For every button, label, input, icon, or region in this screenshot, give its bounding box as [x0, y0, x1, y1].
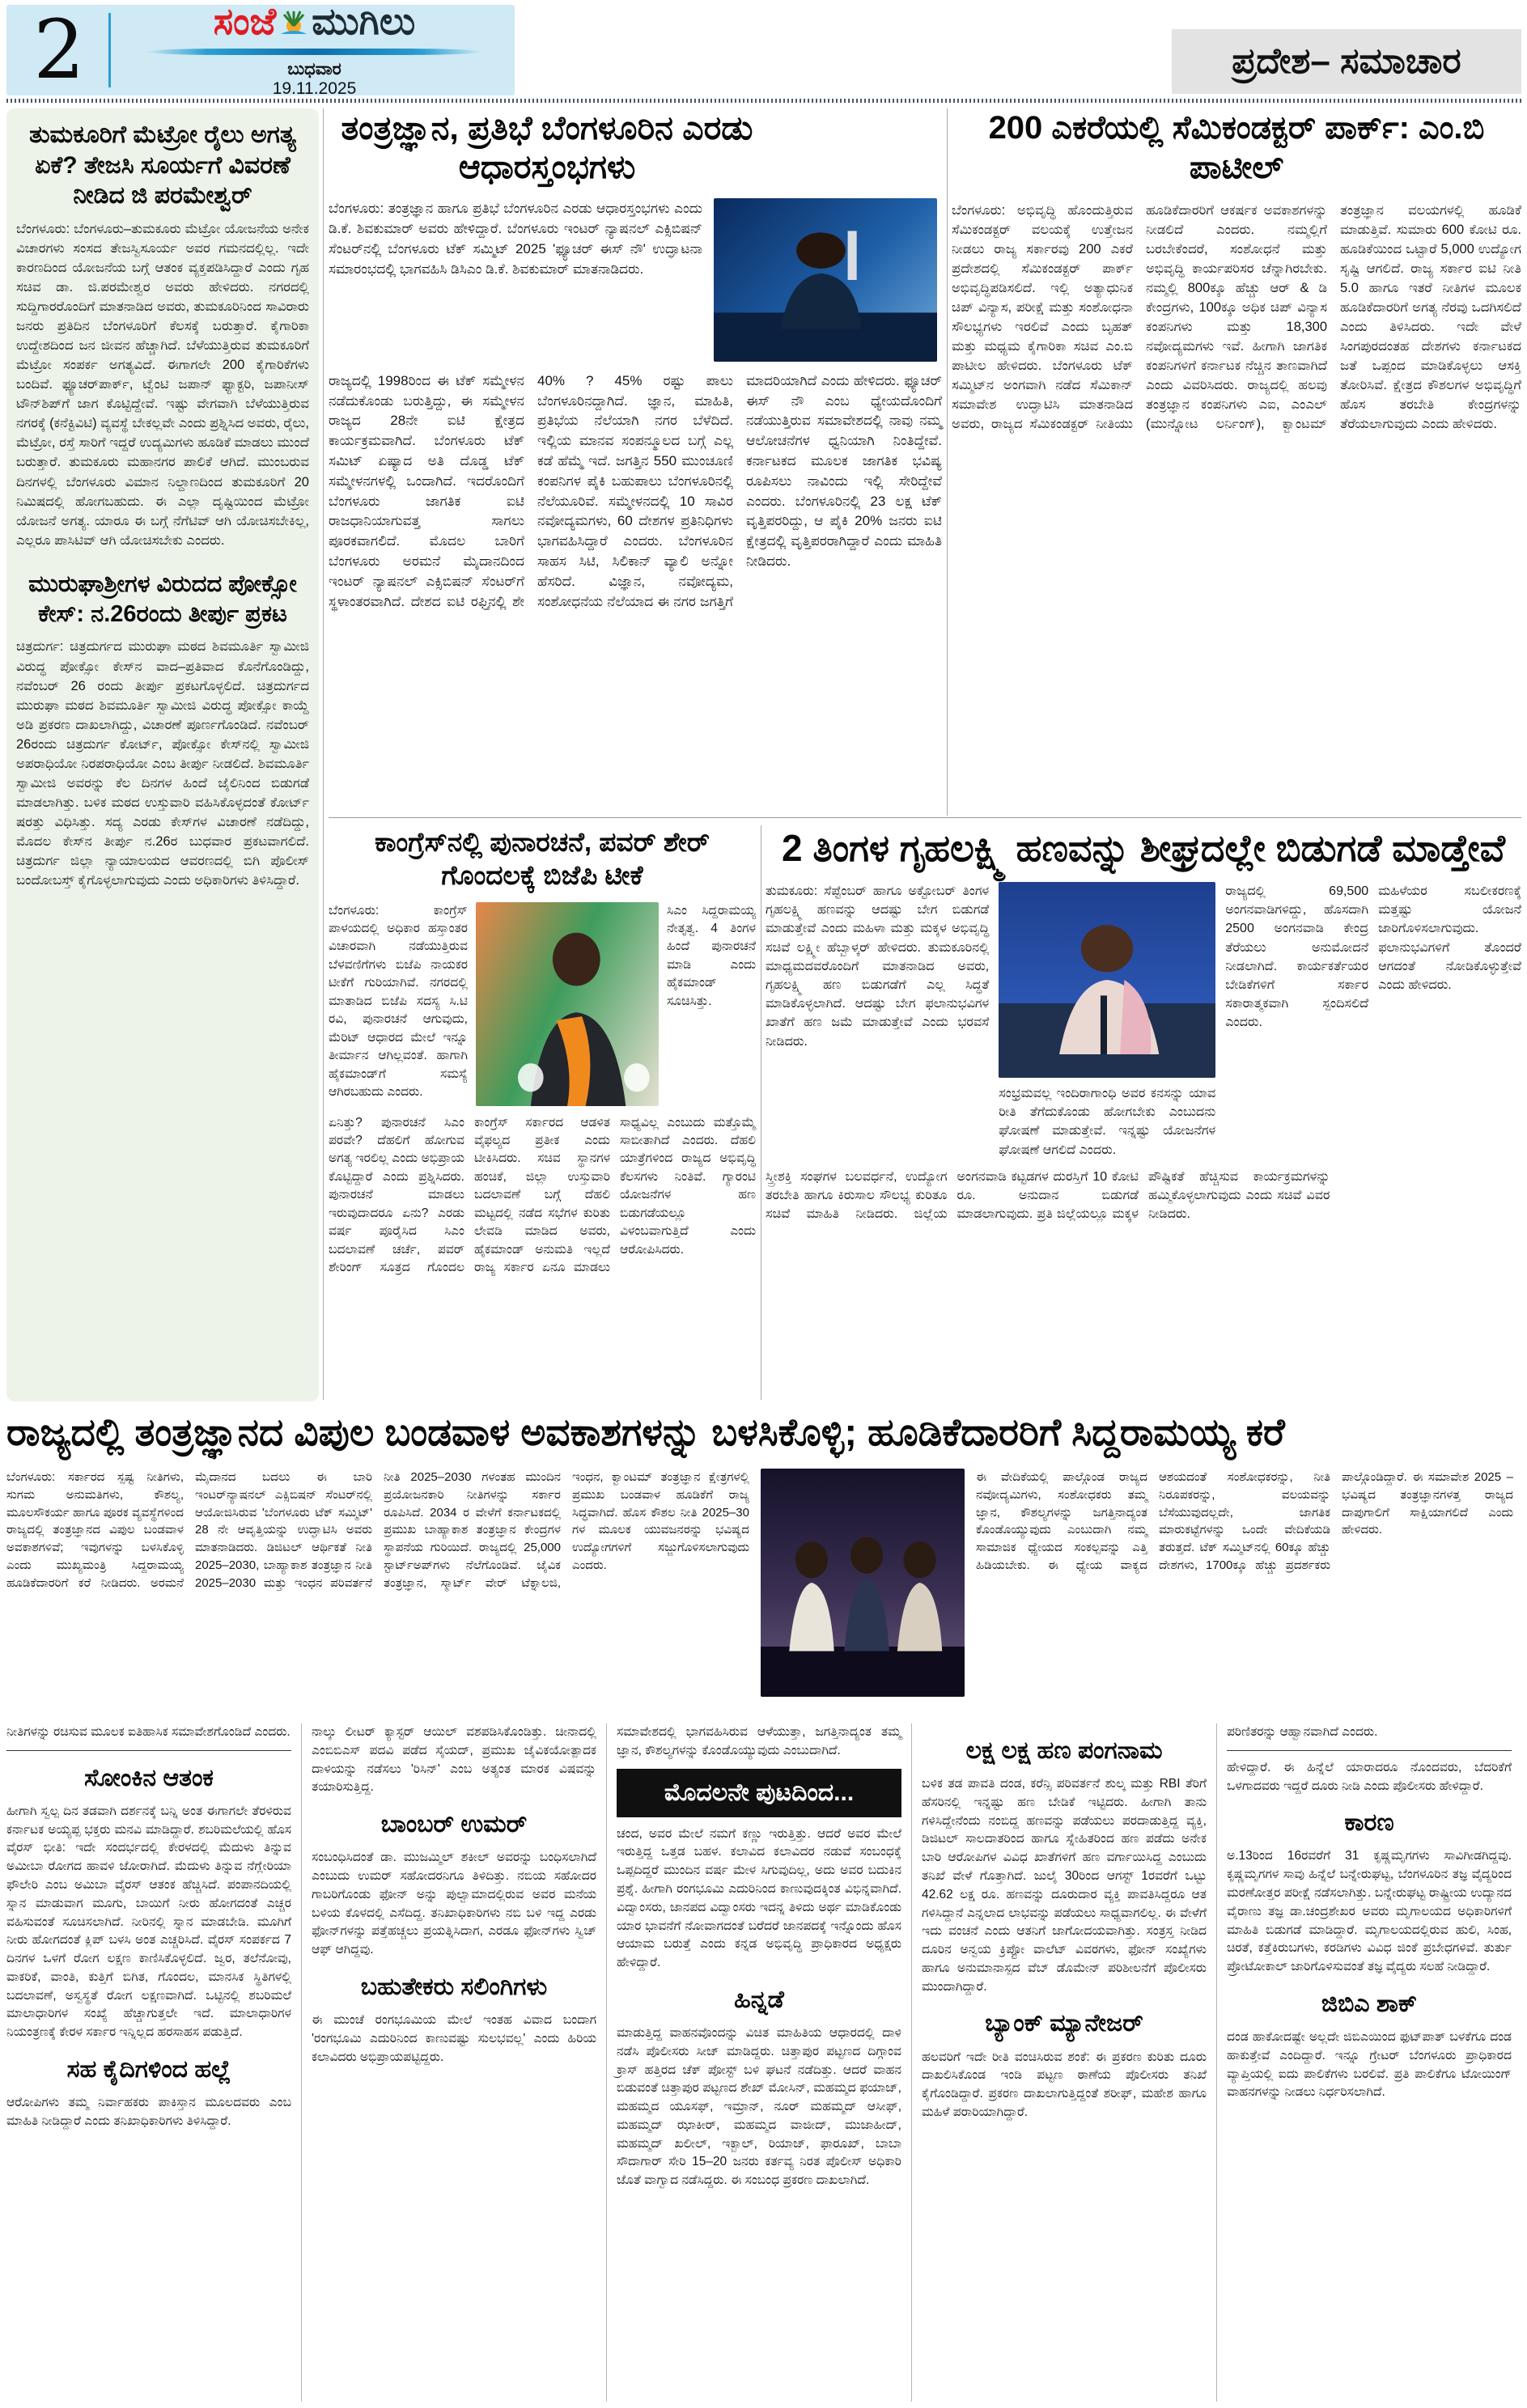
- gba-shock-body: ದಂಡ ಹಾಕೋದಷ್ಟೇ ಅಲ್ಲದೇ ಜಿಬಿಎಯಿಂದ ಫುಟ್‌ಪಾತ್ ಬಳಕೆಗೂ ದಂಡ ಹಾಕುತ್ತೇವೆ ಎಂದಿದ್ದಾರೆ. ಇನ್ನೂ ಗ್ರೇಟರ್ ಬೆಂಗಳೂರು ಪ್ರಾಧಿಕಾರದ ವ್ಯಾಪ್ತಿಯಲ್ಲಿ ಐದು ಪಾಲಿಕೆಗಳು ಬರಲಿವೆ. ಪ್ರತಿ ಪಾಲಿಕೆಗೂ ಟೋಯಿಂಗ್ ವಾಹನಗಳನ್ನು ನೀಡಲು ನಿರ್ಧರಿಸಲಾಗಿದೆ.: [1227, 2030, 1512, 2100]
- infection-scare-headline: ಸೋಂಕಿನ ಆತಂಕ: [84, 1764, 214, 1791]
- briefs-column-1: [6, 1723, 301, 2402]
- speaker-silhouette: [714, 198, 937, 362]
- gba-shock-headline: ಜಿಬಿಎ ಶಾಕ್: [1321, 1990, 1418, 2017]
- briefs-column-3: [606, 1723, 911, 2402]
- bjp-article: [329, 825, 756, 1400]
- politician-silhouette: [476, 902, 659, 1106]
- tech-article-body: [329, 371, 942, 613]
- col1-top-text: ನೀತಿಗಳನ್ನು ರಚಿಸುವ ಮೂಲಕ ಐತಿಹಾಸಿಕ ಸಮಾವೇಶಗೊಂಡಿದೆ ಎಂದರು.: [6, 1725, 291, 1739]
- column-rule-2: [947, 108, 948, 816]
- bottom-briefs-section: [6, 1723, 1521, 2402]
- logo-swoosh: [146, 49, 482, 55]
- bjp-body-text: ಪುನಾರಚನೆ ಮಾಡಲು ಇರುವುದಾದರೂ ಏನು? ಎರಡು ವರ್ಷ ಪೂರೈಸಿದ ಸಿಎಂ ಬದಲಾವಣೆ ಚರ್ಚೆ, ಪವರ್ ಶೇರಿಂಗ್ ಸೂತ್ರದ ಗೊಂದಲ ಕಾಂಗ್ರೆಸ್ ಸರ್ಕಾರದ ಆಡಳಿತ ವೈಫಲ್ಯದ ಪ್ರತೀಕ ಎಂದು ಟೀಕಿಸಿದರು. ಸಚಿವ ಸ್ಥಾನಗಳ ಹಂಚಿಕೆ, ಜಿಲ್ಲಾ ಉಸ್ತುವಾರಿ ಬದಲಾವಣೆ ಬಗ್ಗೆ ದೆಹಲಿ ಮಟ್ಟದಲ್ಲಿ ನಡೆದ ಸಭೆಗಳ ಕುರಿತು ಲೇವಡಿ ಮಾಡಿದ ಅವರು, ಹೈಕಮಾಂಡ್ ಅನುಮತಿ ಇಲ್ಲದೆ ರಾಜ್ಯ ಸರ್ಕಾರ ಏನೂ ಮಾಡಲು ಸಾಧ್ಯವಿಲ್ಲ ಎಂಬುದು ಮತ್ತೊಮ್ಮೆ ಸಾಬೀತಾಗಿದೆ ಎಂದರು. ದೆಹಲಿ ಯಾತ್ರೆಗಳಿಂದ ರಾಜ್ಯದ ಅಭಿವೃದ್ಧಿ ಕೆಲಸಗಳು ನಿಂತಿವೆ. ಗ್ಯಾರಂಟಿ ಯೋಜನೆಗಳ ಹಣ ಬಿಡುಗಡೆಯಲ್ಲೂ ವಿಳಂಬವಾಗುತ್ತಿದೆ ಎಂದು ಆರೋಪಿಸಿದರು.: [329, 1115, 756, 1275]
- col3-top-text: ಸಮಾವೇಶದಲ್ಲಿ ಭಾಗವಹಿಸಿರುವ ಆಳೆಯುತ್ತಾ, ಜಗತ್ತಿನಾದ್ಯಂತ ತಮ್ಮ ಜ್ಞಾನ, ಕೌಶಲ್ಯಗಳನ್ನು ಕೊಂಡೊಯ್ಯುವುದು ಎಂಬುದಾಗಿದೆ.: [617, 1725, 901, 1757]
- setback-body: ಮಾಡುತ್ತಿದ್ದ ವಾಹನವೊಂದನ್ನು ವಿಚಿತ ಮಾಹಿತಿಯ ಆಧಾರದಲ್ಲಿ ದಾಳಿ ನಡೆಸಿ ಪೊಲೀಸರು ಸೀಜ್ ಮಾಡಿದ್ದರು. ಚಿತ್ತಾಪುರ ಪಟ್ಟಣದ ದಿಗ್ಗಾಂವ ಕ್ರಾಸ್ ಹತ್ತಿರದ ಚೆಕ್ ಪೋಸ್ಟ್ ಬಳಿ ಘಟನೆ ನಡೆದಿತ್ತು. ಆದರೆ ವಾಹನ ಬಿಡುವಂತೆ ಚಿತ್ತಾಪುರ ಪಟ್ಟಣದ ಶೇಖ್ ಮೋಸಿನ್, ಮಹಮ್ಮದ ಫಯಾಜ್, ಮಹಮ್ಮದ ಯೂಸಫ್, ಇಮ್ರಾನ್, ನೂರ್ ಮಹಮ್ಮದ್ ಆಸೀಫ್, ಮಹಮ್ಮದ್ ಝಾಕೀರ್, ಮಹಮ್ಮದ ವಾಜೀದ್, ಮುಜಾಹೀದ್, ಮಹಮ್ಮದ್ ಖಲೀಲ್, ಇಕ್ಬಾಲ್, ರಿಯಾಜ್, ಫಾರೂಖ್, ಬಾಬಾ ಸೌದಾಗಾರ್ ಸೇರಿ 15–20 ಜನರು ಕರ್ತವ್ಯ ನಿರತ ಪೊಲೀಸ್ ಅಧಿಕಾರಿ ಜೊತೆ ವಾಗ್ವಾದ ನಡೆಸಿದ್ದರು. ಈ ಸಂಬಂಧ ಪ್ರಕರಣ ದಾಖಲಾಗಿದೆ.: [617, 2026, 901, 2188]
- semiconductor-article: [952, 108, 1521, 816]
- from-first-page-banner: ಮೊದಲನೇ ಪುಟದಿಂದ...: [617, 1769, 901, 1817]
- banner-article: [6, 1410, 1521, 1715]
- bjp-article-body: [329, 1114, 756, 1278]
- photo-lakshmi-hebbalkar: [999, 882, 1215, 1078]
- logo-text-right: ಮುಗಿಲು: [312, 0, 416, 43]
- banner-body-left: ಬೆಂಗಳೂರು: ಸರ್ಕಾರದ ಸ್ಪಷ್ಟ ನೀತಿಗಳು, ಸುಗಮ ಅನುಮತಿಗಳು, ಕೌಶಲ್ಯ, ಮೂಲಸೌಕರ್ಯ ಹಾಗೂ ಪೂರಕ ವ್ಯವಸ್ಥೆಗಳಿಂದ ರಾಜ್ಯದಲ್ಲಿ ತಂತ್ರಜ್ಞಾನದ ವಿಪುಲ ಬಂಡವಾಳ ಅವಕಾಶಗಳಿವೆ; ಇವುಗಳನ್ನು ಬಳಸಿಕೊಳ್ಳಿ ಎಂದು ಮುಖ್ಯಮಂತ್ರಿ ಸಿದ್ದರಾಮಯ್ಯ ಹೂಡಿಕೆದಾರರಿಗೆ ಕರೆ ನೀಡಿದರು. ಅರಮನೆ ಮೈದಾನದ ಬದಲು ಈ ಬಾರಿ ಇಂಟರ್‌ನ್ಯಾಷನಲ್ ಎಕ್ಸಿಬಿಷನ್ ಸೆಂಟರ್‌ನಲ್ಲಿ ಆಯೋಜಿಸಿರುವ 'ಬೆಂಗಳೂರು ಟೆಕ್ ಸಮ್ಮಿಟ್' 28 ನೇ ಆವೃತ್ತಿಯನ್ನು ಉದ್ಘಾಟಿಸಿ ಅವರು ಮಾತನಾಡಿದರು. ಡಿಜಿಟಲ್ ಆರ್ಥಿಕತೆ ನೀತಿ 2025–2030, ಬಾಹ್ಯಾಕಾಶ ತಂತ್ರಜ್ಞಾನ ನೀತಿ 2025–2030 ಮತ್ತು ಇಂಧನ ಪರಿವರ್ತನೆ ನೀತಿ 2025–2030 ಗಳಂತಹ ಮುಂದಿನ ಪ್ರಯೋಜನಕಾರಿ ನೀತಿಗಳನ್ನು ಸರ್ಕಾರ ರೂಪಿಸಿದೆ. 2034 ರ ವೇಳೆಗೆ ಕರ್ನಾಟಕದಲ್ಲಿ ಪ್ರಮುಖ ಬಾಹ್ಯಾಕಾಶ ತಂತ್ರಜ್ಞಾನ ಕೇಂದ್ರಗಳ ಸ್ಥಾಪನೆಯ ಗುರಿಯಿದೆ. ರಾಜ್ಯದಲ್ಲಿ 25,000 ಸ್ಟಾರ್ಟ್‌ಅಪ್‌ಗಳು ನೆಲೆಗೊಂಡಿವೆ. ಜೈವಿಕ ತಂತ್ರಜ್ಞಾನ, ಸ್ಮಾರ್ಟ್ ವೇರ್ ಟೆಕ್ನಾಲಜಿ, ಇಂಧನ, ಕ್ವಾಂಟಮ್ ತಂತ್ರಜ್ಞಾನ ಕ್ಷೇತ್ರಗಳಲ್ಲಿ ಪ್ರಮುಖ ಬಂಡವಾಳ ಹೂಡಿಕೆಗೆ ರಾಜ್ಯ ಸಿದ್ಧವಾಗಿದೆ. ಹೊಸ ಕೌಶಲ ನೀತಿ 2025–30 ಗಳ ಮೂಲಕ ಯುವಜನರನ್ನು ಭವಿಷ್ಯದ ಉದ್ಯೋಗಗಳಿಗೆ ಸಜ್ಜುಗೊಳಿಸಲಾಗುವುದು ಎಂದರು.: [6, 1470, 749, 1590]
- murugha-article-body: ಚಿತ್ರದುರ್ಗ: ಚಿತ್ರದುರ್ಗದ ಮುರುಘಾ ಮಠದ ಶಿವಮೂರ್ತಿ ಸ್ವಾಮೀಜಿ ವಿರುದ್ಧ ಪೋಕ್ಸೋ ಕೇಸ್‌ನ ವಾದ–ಪ್ರತಿವಾದ ಕೊನೆಗೊಂಡಿದ್ದು, ನವೆಂಬರ್ 26 ರಂದು ತೀರ್ಪು ಪ್ರಕಟಗೊಳ್ಳಲಿದೆ. ಚಿತ್ರದುರ್ಗದ ಮುರುಘಾ ಮಠದ ಶಿವಮೂರ್ತಿ ಸ್ವಾಮೀಜಿ ವಿರುದ್ಧ ಪೋಕ್ಸೋ ಕಾಯ್ದೆ ಅಡಿ ಪ್ರಕರಣ ದಾಖಲಾಗಿದ್ದು, ವಿಚಾರಣೆ ಪೂರ್ಣಗೊಂಡಿದೆ. ನವೆಂಬರ್ 26ರಂದು ಚಿತ್ರದುರ್ಗ ಕೋರ್ಟ್, ಪೋಕ್ಸೋ ಕೇಸ್‌ನಲ್ಲಿ ಸ್ವಾಮೀಜಿ ಅಪರಾಧಿಯೋ ನಿರಪರಾಧಿಯೋ ಎಂಬ ತೀರ್ಪು ನೀಡಲಿದೆ. ಶಿವಮೂರ್ತಿ ಸ್ವಾಮೀಜಿ ಅವರನ್ನು ಕೆಲ ದಿನಗಳ ಹಿಂದೆ ಜೈಲಿನಿಂದ ಬಿಡುಗಡೆ ಮಾಡಲಾಗಿತ್ತು. ಬಳಿಕ ಮಠದ ಉಸ್ತುವಾರಿ ವಹಿಸಿಕೊಳ್ಳದಂತೆ ಕೋರ್ಟ್ ಷರತ್ತು ವಿಧಿಸಿತ್ತು. ಸದ್ಯ ಎರಡು ಕೇಸ್‌ಗಳ ವಿಚಾರಣೆ ನಡೆದಿದ್ದು, ಮೊದಲ ಕೇಸ್‌ನ ತೀರ್ಪು ನ.26ರ ಬುಧವಾರ ಪ್ರಕಟವಾಗಲಿದೆ. ಚಿತ್ರದುರ್ಗ ಜಿಲ್ಲಾ ನ್ಯಾಯಾಲಯದ ಆವರಣದಲ್ಲಿ ಬಿಗಿ ಪೊಲೀಸ್ ಬಂದೋಬಸ್ತ್ ಕೈಗೊಳ್ಳಲಾಗುವುದು ಎಂದು ಅಧಿಕಾರಿಗಳು ತಿಳಿಸಿದ್ದಾರೆ.: [16, 639, 309, 888]
- tech-article-headline: ತಂತ್ರಜ್ಞಾನ, ಪ್ರತಿಭೆ ಬೆಂಗಳೂರಿನ ಎರಡು ಆಧಾರಸ್ತಂಭಗಳು: [341, 109, 753, 186]
- semiconductor-body: [952, 201, 1521, 435]
- gruhalakshmi-bottom-body: ಸ್ತ್ರೀಶಕ್ತಿ ಸಂಘಗಳ ಬಲವರ್ಧನೆ, ಉದ್ಯೋಗ ತರಬೇತಿ ಹಾಗೂ ಕಿರುಸಾಲ ಸೌಲಭ್ಯ ಕುರಿತೂ ಸಚಿವೆ ಮಾಹಿತಿ ನೀಡಿದರು. ಜಿಲ್ಲೆಯ ಅಂಗನವಾಡಿ ಕಟ್ಟಡಗಳ ದುರಸ್ತಿಗೆ 10 ಕೋಟಿ ರೂ. ಅನುದಾನ ಬಿಡುಗಡೆ ಮಾಡಲಾಗುವುದು. ಪ್ರತಿ ಜಿಲ್ಲೆಯಲ್ಲೂ ಮಕ್ಕಳ ಪೌಷ್ಟಿಕತೆ ಹೆಚ್ಚಿಸುವ ಕಾರ್ಯಕ್ರಮಗಳನ್ನು ಹಮ್ಮಿಕೊಳ್ಳಲಾಗುವುದು ಎಂದು ಸಚಿವೆ ವಿವರ ನೀಡಿದರು.: [766, 1169, 1330, 1222]
- reason-body: ಅ.13ರಿಂದ 16ರವರೆಗೆ 31 ಕೃಷ್ಣಮೃಗಗಳು ಸಾವಿಗೀಡಗಿದ್ದವು. ಕೃಷ್ಣಮೃಗಗಳ ಸಾವು ಹಿನ್ನೆಲೆ ಬನ್ನೇರುಘಟ್ಟ, ಬೆಂಗಳೂರಿನ ತಜ್ಞ ವೈದ್ಯರಿಂದ ಮರಣೋತ್ತರ ಪರೀಕ್ಷೆ ನಡೆಸಲಾಗಿತ್ತು. ಬನ್ನೇರುಘಟ್ಟ ರಾಷ್ಟ್ರೀಯ ಉದ್ಯಾನದ ವೈರಾಣು ತಜ್ಞ ಡಾ.ಚಂದ್ರಶೇಖರ ಅವರು ಮೃಗಾಲಯದ ಅಧಿಕಾರಿಗಳಿಗೆ ಮಾಹಿತಿ ಬಿಡುಗಡೆ ಮಾಡಿದ್ದಾರೆ. ಮೃಗಾಲಯದಲ್ಲಿರುವ ಹುಲಿ, ಸಿಂಹ, ಚಿರತೆ, ಕತ್ತೆಕಿರುಬಗಳು, ಕರಡಿಗಳು ವಿವಿಧ ಜಿಂಕೆ ಪ್ರಬೇಧಗಳಿವೆ. ತುರ್ತು ಪ್ರೋಟೋಕಾಲ್ ಜಾರಿಗೊಳಿಸುವಂತೆ ತಜ್ಞ ವೈದ್ಯರು ಸಲಹೆ ನೀಡಿದ್ದಾರೆ.: [1227, 1849, 1512, 1974]
- col5-rule: [1227, 1750, 1512, 1751]
- reason-headline: ಕಾರಣ: [1344, 1809, 1394, 1837]
- logo-text-left: ಸಂಜೆ: [213, 0, 277, 43]
- gruhalakshmi-col-b: ರಾಜ್ಯದಲ್ಲಿ 69,500 ಅಂಗನವಾಡಿಗಳಿದ್ದು, ಹೊಸದಾಗಿ 2500 ಅಂಗನವಾಡಿ ಕೇಂದ್ರ ತೆರೆಯಲು ಅನುಮೋದನೆ ನೀಡಲಾಗಿದೆ. ಕಾರ್ಯಕರ್ತೆಯರ ಬೇಡಿಕೆಗಳಿಗೆ ಸರ್ಕಾರ ಸಕಾರಾತ್ಮಕವಾಗಿ ಸ್ಪಂದಿಸಲಿದೆ ಎಂದರು.: [1225, 884, 1369, 1030]
- stage-silhouettes: [761, 1469, 965, 1697]
- header-rule: [6, 99, 1521, 103]
- bjp-article-side: ಸಿಎಂ ಸಿದ್ದರಾಮಯ್ಯ ನೇತೃತ್ವ. 4 ತಿಂಗಳ ಹಿಂದೆ ಪುನಾರಚನೆ ಮಾಡಿ ಎಂದು ಹೈಕಮಾಂಡ್ ಸೂಚಿಸಿತ್ತು.: [667, 903, 756, 1008]
- left-column-panel: [6, 108, 319, 1401]
- banner-body-right: ಈ ವೇದಿಕೆಯಲ್ಲಿ ಪಾಲ್ಗೊಂಡ ರಾಜ್ಯದ ನವೋದ್ಯಮಿಗಳು, ಸಂಶೋಧಕರು ತಮ್ಮ ಜ್ಞಾನ, ಕೌಶಲ್ಯಗಳನ್ನು ಜಗತ್ತಿನಾದ್ಯಂತ ಕೊಂಡೊಯ್ಯುವುದು ಎಂಬುದಾಗಿ ನಮ್ಮ ಸಾಮಾಜಿಕ ಧ್ಯೇಯದ ಸಂಕಲ್ಪವನ್ನು ಎತ್ತಿ ಹಿಡಿಯಬೇಕು. ಈ ಧ್ಯೇಯ ವಾಕ್ಯದ ಆಶಯದಂತೆ ಸಂಶೋಧಕರನ್ನು, ನೀತಿ ನಿರೂಪಕರನ್ನು, ವಲಯವನ್ನು ಬೆಸೆಯುವುದಲ್ಲದೇ, ಜಾಗತಿಕ ಮಾರುಕಟ್ಟೆಗಳನ್ನು ಒಂದೇ ವೇದಿಕೆಯಡಿ ತರುತ್ತದೆ. ಟೆಕ್ ಸಮ್ಮಿಟ್‌ನಲ್ಲಿ 60ಕ್ಕೂ ಹೆಚ್ಚು ದೇಶಗಳು, 1700ಕ್ಕೂ ಹೆಚ್ಚು ಪ್ರದರ್ಶಕರು ಪಾಲ್ಗೊಂಡಿದ್ದಾರೆ. ಈ ಸಮಾವೇಶ 2025 – ಭವಿಷ್ಯದ ತಂತ್ರಜ್ಞಾನಗಳತ್ತ ರಾಜ್ಯದ ದಾಪುಗಾಲಿಗೆ ಸಾಕ್ಷಿಯಾಗಲಿದೆ ಎಂದು ಹೇಳಿದರು.: [976, 1470, 1513, 1572]
- banner-headline: ರಾಜ್ಯದಲ್ಲಿ ತಂತ್ರಜ್ಞಾನದ ವಿಪುಲ ಬಂಡವಾಳ ಅವಕಾಶಗಳನ್ನು ಬಳಸಿಕೊಳ್ಳಿ; ಹೂಡಿಕೆದಾರರಿಗೆ ಸಿದ್ದರಾಮಯ್ಯ ಕರೆ: [6, 1410, 1285, 1453]
- salinga-body: ಈ ಮುಂಚೆ ರಂಗಭೂಮಿಯ ಮೇಲೆ ಇಂತಹ ವಿವಾದ ಬಂದಾಗ 'ರಂಗಭೂಮಿ ಎದುರಿನಿಂದ ಕಾಣುವಷ್ಟು ಸುಲಭವಲ್ಲ' ಎಂದು ಹಿರಿಯ ಕಲಾವಿದರು ಅಭಿಪ್ರಾಯಪಟ್ಟಿದ್ದರು.: [312, 2013, 596, 2064]
- minister-silhouette: [999, 882, 1215, 1078]
- infection-scare-body: ಹೀಗಾಗಿ ಸ್ವಲ್ಪ ದಿನ ತಡವಾಗಿ ದರ್ಶನಕ್ಕೆ ಬನ್ನಿ ಅಂತ ಈಗಾಗಲೇ ತೆರಳಿರುವ ಕರ್ನಾಟಕ ಅಯ್ಯಪ್ಪ ಭಕ್ತರು ಮನವಿ ಮಾಡಿದ್ದಾರೆ. ಶಬರಿಮಲೆಯಲ್ಲಿ ಹೊಸ ವೈರಸ್ ಭೀತಿ: ಇದೇ ಸಂದರ್ಭದಲ್ಲಿ ಕೇರಳದಲ್ಲಿ ಮೆದುಳು ತಿನ್ನುವ ಅಮೀಬಾ ರೋಗದ ಹಾವಳಿ ಜೋರಾಗಿದೆ. ಮೆದುಳು ತಿನ್ನುವ ನೆಗ್ಲೇರಿಯಾ ಫೌಲೇರಿ ಎಂಬ ಅಮಿಬಾ ವೈರಸ್ ಆತಂಕ ಹೆಚ್ಚಿಸಿದೆ. ಪಂಪಾನದಿಯಲ್ಲಿ ಸ್ನಾನ ಮಾಡುವಾಗ ಮೂಗು, ಬಾಯಿಗೆ ನೀರು ಹೋಗದಂತೆ ಎಚ್ಚರ ವಹಿಸುವಂತೆ ಸೂಚಿಸಲಾಗಿದೆ. ನೀರಿನಲ್ಲಿ ಸ್ನಾನ ಮಾಡಬೇಡಿ. ಮೂಗಿಗೆ ನೀರು ಹೋಗದಂತೆ ಕ್ಲಿಪ್ ಬಳಸಿ ಅಂತ ಎಚ್ಚರಿಸಿದೆ. ವೈರಸ್ ಸಂಪರ್ಕದ 7 ದಿನಗಳ ಒಳಗೆ ರೋಗ ಲಕ್ಷಣ ಕಾಣಿಸಿಕೊಳ್ಳಲಿದೆ. ಜ್ವರ, ತಲೆನೋವು, ವಾಕರಿಕೆ, ವಾಂತಿ, ಕುತ್ತಿಗೆ ಬಿಗಿತ, ಗೊಂದಲ, ಮಾನಸಿಕ ಸ್ಥಿತಿಗಳಲ್ಲಿ ಬದಲಾವಣೆ, ಅಸ್ವಸ್ಥತೆ ರೋಗ ಲಕ್ಷಣವಾಗಿದೆ. ಒಟ್ಟಿನಲ್ಲಿ ಶಬರಿಮಲೆ ಮಾಲಾಧಾರಿಗಳ ಸಂಖ್ಯೆ ಹೆಚ್ಚಾಗುತ್ತಲೇ ಇದೆ. ಮಾಲಾಧಾರಿಗಳ ನಿಯಂತ್ರಣಕ್ಕೆ ಕೇರಳ ಸರ್ಕಾರ ಇನ್ನಿಲ್ಲದ ಹರಸಾಹಸ ಪಡುತ್ತಿದೆ.: [6, 1804, 291, 2040]
- bomber-umar-headline: ಬಾಂಬರ್ ಉಮರ್: [380, 1811, 528, 1838]
- tech-body-part2: ಫ್ಯೂಚರ್ ಈಸ್ ನೌ ಎಂಬ ಧ್ಯೇಯದೊಂದಿಗೆ ನಡೆಯುತ್ತಿರುವ ಸಮಾವೇಶದಲ್ಲಿ ನಾವು ನಮ್ಮ ಆಲೋಚನೆಗಳ ಧ್ವನಿಯಾಗಿ ನಿಂತಿದ್ದೇವೆ. ಕರ್ನಾಟಕದ ಮೂಲಕ ಜಾಗತಿಕ ಭವಿಷ್ಯ ರೂಪಿಸಲು ನಾವಿಂದು ಇಲ್ಲಿ ಸೇರಿದ್ದೇವೆ ಎಂದರು. ಬೆಂಗಳೂರಿನಲ್ಲಿ 23 ಲಕ್ಷ ಟೆಕ್ ವೃತ್ತಿಪರರಿದ್ದು, ಆ ಪೈಕಿ 20% ಜನರು ಐಟಿ ಕ್ಷೇತ್ರದಲ್ಲಿ ವೃತ್ತಿಪರರಾಗಿದ್ದಾರೆ ಎಂದು ಮಾಹಿತಿ ನೀಡಿದರು.: [746, 372, 942, 570]
- murugha-article-headline: ಮುರುಘಾಶ್ರೀಗಳ ವಿರುದದ ಪೋಕ್ಸೋ ಕೇಸ್: ನ.26ರಂದು ತೀರ್ಪು ಪ್ರಕಟ: [28, 570, 297, 627]
- metro-article-headline: ತುಮಕೂರಿಗೆ ಮೆಟ್ರೋ ರೈಲು ಅಗತ್ಯ ಏಕೆ? ತೇಜಸಿ ಸೂರ್ಯಗೆ ವಿವರಣೆ ನೀಡಿದ ಜಿ ಪರಮೇಶ್ವರ್: [29, 121, 296, 209]
- col2-top-text: ನಾಲ್ಕು ಲೀಟರ್ ಕ್ಯಾಸ್ಟರ್ ಆಯಿಲ್ ವಶಪಡಿಸಿಕೊಂಡಿತ್ತು. ಚೀನಾದಲ್ಲಿ ಎಂಬಿಬಿಎಸ್ ಪದವಿ ಪಡೆದ ಸೈಯದ್, ಪ್ರಮುಖ ಜೈವಿಕಯೋತ್ಪಾದಕ ದಾಳಿಯನ್ನು ನಡೆಸಲು 'ರಿಸಿನ್' ಎಂಬ ಅತ್ಯಂತ ಮಾರಕ ವಿಷವನ್ನು ತಯಾರಿಸುತ್ತಿದ್ದ.: [312, 1725, 596, 1795]
- lakhs-fraud-body: ಬಳಿಕ ತಡ ಪಾವತಿ ದಂಡ, ಕರೆನ್ಸಿ ಪರಿವರ್ತನೆ ಶುಲ್ಕ ಮತ್ತು RBI ತೆರಿಗೆ ಹೆಸರಿನಲ್ಲಿ ಇನ್ನಷ್ಟು ಹಣ ಬೇಡಿಕೆ ಇಟ್ಟಿದರು. ಹೀಗಾಗಿ ತಾನು ಗಳಿಸಿದ್ದೇನೆಂದು ನಂಬಿದ್ದ ಹಣವನ್ನು ಪಡೆಯಲು ಪರದಾಡುತ್ತಿದ್ದ ವ್ಯಕ್ತಿ, ಡಿಜಿಟಲ್ ಸಾಲದಾತರಿಂದ ಹಾಗೂ ಸ್ನೇಹಿತರಿಂದ ಹಣ ಪಡೆದು ಅನೇಕ ಬಾರಿ ಆರೋಪಿಗಳ ವಿವಿಧ ಖಾತೆಗಳಿಗೆ ಹಣ ವರ್ಗಾಯಿಸಿದ್ದ ಎಂಬುದು ತನಿಖೆ ವೇಳೆ ಗೊತ್ತಾಗಿದೆ. ಜುಲೈ 30ರಿಂದ ಆಗಸ್ಟ್ 1ರವರೆಗೆ ಒಟ್ಟು 42.62 ಲಕ್ಷ ರೂ. ಹಣವನ್ನು ದೂರುದಾರ ವ್ಯಕ್ತಿ ಪಾವತಿಸಿದ್ದರೂ ಆತ ಗಳಿಸಿದ್ದಾನೆ ಎನ್ನಲಾದ ಲಾಭವನ್ನು ಪಡೆಯಲು ಸಾಧ್ಯವಾಗಲಿಲ್ಲ. ಈ ವೇಳೆಗೆ ಇದು ವಂಚನೆ ಎಂದು ಆತನಿಗೆ ಜಾಗೋದಯವಾಗಿತ್ತು. ಸಂತ್ರಸ್ತ ನೀಡಿದ ದೂರಿನ ಅನ್ವಯ ಕ್ರಿಪ್ಟೋ ವಾಲೆಟ್ ವಿವರಗಳು, ಫೋನ್ ಸಂಖ್ಯೆಗಳು ಹಾಗೂ ಅನುಮಾನಾಸ್ಪದ ವೆಬ್ ಡೊಮೇನ್ ಪರಿಶೀಲನೆಗೆ ಪೊಲೀಸರು ಮುಂದಾಗಿದ್ದಾರೆ.: [922, 1777, 1207, 1994]
- palm-sun-icon: [278, 6, 310, 45]
- briefs-column-4: [911, 1723, 1216, 2402]
- salinga-headline: ಬಹುತೇಕರು ಸಲಿಂಗಿಗಳು: [360, 1973, 548, 2000]
- photo-dk-shivakumar-speech: [714, 198, 937, 362]
- setback-headline: ಹಿನ್ನಡೆ: [734, 1986, 784, 2013]
- col5-top-text: ಪರಿಣಿತರನ್ನು ಆಹ್ವಾನವಾಗಿದೆ ಎಂದರು.: [1227, 1725, 1378, 1739]
- gruhalakshmi-photo-note: ಸಂಭ್ರಮವಲ್ಲ ಇಂದಿರಾಗಾಂಧಿ ಅವರ ಕನಸನ್ನು ಯಾವ ರೀತಿ ತೆಗೆದುಕೊಂಡು ಹೋಗಬೇಕು ಎಂಬುದನು ಘೋಷಣೆ ಮಾಡುತ್ತೇವೆ. ಇನ್ನಷ್ಟು ಯೋಜನೆಗಳ ಘೋಷಣೆ ಆಗಲಿದೆ ಎಂದರು.: [999, 1087, 1216, 1157]
- semiconductor-headline: 200 ಎಕರೆಯಲ್ಲಿ ಸೆಮಿಕಂಡಕ್ಟರ್ ಪಾರ್ಕ್: ಎಂ.ಬಿ ಪಾಟೀಲ್: [988, 110, 1485, 185]
- prisoner-attack-body: ಆರೋಪಿಗಳು ತಮ್ಮ ನಿರ್ವಾಹಕರು ಪಾಕಿಸ್ತಾನ ಮೂಲದವರು ಎಂಬ ಮಾಹಿತಿ ನೀಡಿದ್ದಾರೆ ಎಂದು ತನಿಖಾಧಿಕಾರಿಗಳು ತಿಳಿಸಿದ್ದಾರೆ.: [6, 2096, 291, 2128]
- photo-ct-ravi: [476, 902, 659, 1106]
- gruhalakshmi-headline: 2 ತಿಂಗಳ ಗೃಹಲಕ್ಷ್ಮಿ ಹಣವನ್ನು ಶೀಘ್ರದಲ್ಲೇ ಬಿಡುಗಡೆ ಮಾಡ್ತೇವೆ: [782, 827, 1505, 869]
- briefs-column-5: [1216, 1723, 1521, 2402]
- newspaper-logo: [119, 2, 510, 45]
- briefs-column-2: [301, 1723, 606, 2402]
- prisoner-attack-headline: ಸಹ ಕೈದಿಗಳಿಂದ ಹಲ್ಲೆ: [66, 2056, 231, 2084]
- column-rule-1: [323, 108, 324, 1400]
- bjp-photo-caption: ಏನಿತ್ತು? ಪುನಾರಚನೆ ಸಿಎಂ ಪರವೇ? ದೆಹಲಿಗೆ ಹೋಗುವ ಅಗತ್ಯ ಇರಲಿಲ್ಲ ಎಂದು ಅಭಿಪ್ರಾಯ ಕೊಟ್ಟಿದ್ದಾರೆ ಎಂದು ಪ್ರಶ್ನಿಸಿದರು.: [329, 1115, 464, 1184]
- tech-body-part1: ರಾಜ್ಯದಲ್ಲಿ 1998ರಿಂದ ಈ ಟೆಕ್ ಸಮ್ಮೇಳನ ನಡೆದುಕೊಂಡು ಬರುತ್ತಿದ್ದು, ಈ ಸಮ್ಮೇಳನ ರಾಜ್ಯದ 28ನೇ ಐಟಿ ಕ್ಷೇತ್ರದ ಕಾರ್ಯಕ್ರಮವಾಗಿದೆ. ಬೆಂಗಳೂರು ಟೆಕ್ ಸಮಿಟ್ ಏಷ್ಯಾದ ಅತಿ ದೊಡ್ಡ ಟೆಕ್ ಸಮ್ಮೇಳನಗಳಲ್ಲಿ ಒಂದಾಗಿದೆ. ಇದರೊಂದಿಗೆ ಬೆಂಗಳೂರು ಜಾಗತಿಕ ಐಟಿ ರಾಜಧಾನಿಯಾಗುವತ್ತ ಸಾಗಲು ಪೂರಕವಾಗಲಿದೆ. ಮೊದಲ ಬಾರಿಗೆ ಬೆಂಗಳೂರು ಅರಮನೆ ಮೈದಾನದಿಂದ ಇಂಟರ್ ನ್ಯಾಷನಲ್ ಎಕ್ಸಿಬಿಷನ್ ಸೆಂಟರ್‌ಗೆ ಸ್ಥಳಾಂತರವಾಗಿದೆ. ದೇಶದ ಐಟಿ ರಫ್ತಿನಲ್ಲಿ ಶೇ 40% ? 45% ರಷ್ಟು ಪಾಲು ಬೆಂಗಳೂರಿನದ್ದಾಗಿದೆ. ಜ್ಞಾನ, ಮಾಹಿತಿ, ಪ್ರತಿಭೆಯ ನೆಲೆಯಾಗಿ ನಗರ ಬೆಳೆದಿದೆ. ಇಲ್ಲಿಯ ಮಾನವ ಸಂಪನ್ಮೂಲದ ಬಗ್ಗೆ ಎಲ್ಲ ಕಡೆ ಹೆಮ್ಮೆ ಇದೆ. ಜಗತ್ತಿನ 550 ಮುಂಚೂಣಿ ಕಂಪನಿಗಳ ಪೈಕಿ ಬಹುಪಾಲು ಬೆಂಗಳೂರಿನಲ್ಲಿ ನೆಲೆಯೂರಿವೆ. ಸಮ್ಮೇಳನದಲ್ಲಿ 10 ಸಾವಿರ ನವೋದ್ಯಮಗಳು, 60 ದೇಶಗಳ ಪ್ರತಿನಿಧಿಗಳು ಭಾಗವಹಿಸಿದ್ದಾರೆ ಎಂದರು. ಬೆಂಗಳೂರಿನ ಸಾಹಸ ಸಿಟಿ, ಸಿಲಿಕಾನ್ ವ್ಯಾಲಿ ಅನ್ನೋ ಹೆಸರಿದೆ. ವಿಜ್ಞಾನ, ನವೋದ್ಯಮ, ಸಂಶೋಧನೆಯ ನೆಲೆಯಾದ ಈ ನಗರ ಜಗತ್ತಿಗೆ ಮಾದರಿಯಾಗಿದೆ ಎಂದು ಹೇಳಿದರು.: [329, 372, 900, 609]
- page-number: 2: [33, 2, 85, 97]
- gruhalakshmi-article: [766, 825, 1521, 1400]
- photo-siddaramaiah-stage: [761, 1469, 965, 1697]
- from-first-page-body: ಚಂದ, ಅವರ ಮೇಲೆ ನಮಗೆ ಕಣ್ಣು ಇರುತ್ತಿತ್ತು. ಆದರೆ ಅವರ ಮೇಲೆ ಇರುತ್ತಿದ್ದ ಒತ್ತಡ ಬಹಳ. ಕಲಾವಿದ ಕಲಾವಿದರ ನಡುವೆ ಸಂಬಂಧಕ್ಕೆ ಒಪ್ಪದಿದ್ದರೆ ಮುಂದಿನ ವರ್ಷ ಮೇಳ ಸಿಗುವುದಿಲ್ಲ, ಅದು ಅವರ ಬದುಕಿನ ಪ್ರಶ್ನೆ. ಹೀಗಾಗಿ ರಂಗಭೂಮಿ ಎದುರಿನಿಂದ ಕಾಣುವುದಕ್ಕಿಂತ ವಿಭಿನ್ನವಾಗಿದೆ. ವಿದ್ವಾಂಸರು, ಜಾನಪದ ವಿದ್ವಾಂಸರು ಇದನ್ನ ತಿಳಿದು ಅರ್ಥ ಮಾಡಿಕೊಂಡು ಯಾರ ಭಾವನೆಗೆ ನೋವಾಗದಂತೆ ಬರೆದರೆ ಜಾನಪದಕ್ಕೆ ಇನ್ನೊಂದು ಹೊಸ ಆಯಾಮ ಬರುತ್ತೆ ಎಂದು ಕನ್ನಡ ಅಭಿವೃದ್ಧಿ ಪ್ರಾಧಿಕಾರದ ಅಧ್ಯಕ್ಷರು ಹೇಳಿದ್ದಾರೆ.: [617, 1826, 901, 1970]
- bjp-article-headline: ಕಾಂಗ್ರೆಸ್‌ನಲ್ಲಿ ಪುನಾರಚನೆ, ಪವರ್ ಶೇರ್ ಗೊಂದಲಕ್ಕೆ ಬಿಜೆಪಿ ಟೀಕೆ: [375, 827, 710, 891]
- metro-article-body: ಬೆಂಗಳೂರು: ಬೆಂಗಳೂರು–ತುಮಕೂರು ಮೆಟ್ರೋ ಯೋಜನೆಯ ಅನೇಕ ವಿಚಾರಗಳು ಸಂಸದ ತೇಜಸ್ವಿಸೂರ್ಯ ಅವರ ಗಮನದಲ್ಲಿಲ್ಲ. ಇದೇ ಕಾರಣದಿಂದ ಯೋಜನೆಯ ಬಗ್ಗೆ ಆತಂಕ ವ್ಯಕ್ತಪಡಿಸಿದ್ದಾರೆ ಎಂದು ಗೃಹ ಸಚಿವ ಡಾ. ಜಿ.ಪರಮೇಶ್ವರ ಅವರು ಹೇಳಿದರು. ನಗರದಲ್ಲಿ ಸುದ್ದಿಗಾರರೊಂದಿಗೆ ಮಾತನಾಡಿದ ಅವರು, ತುಮಕೂರಿನಿಂದ ಸಾವಿರಾರು ಜನರು ಪ್ರತಿದಿನ ಬೆಂಗಳೂರಿಗೆ ಕೆಲಸಕ್ಕೆ ಬರುತ್ತಾರೆ. ಕೈಗಾರಿಕಾ ಉದ್ದೇಶದಿಂದ ಜನ ಜೀವನ ಹೆಚ್ಚಾಗಿದೆ. ಬೆಳೆಯುತ್ತಿರುವ ತುಮಕೂರಿಗೆ ಮೆಟ್ರೋ ಸಂಪರ್ಕ ಅಗತ್ಯವಿದೆ. ಈಗಾಗಲೇ 200 ಕೈಗಾರಿಕೆಗಳು ಬಂದಿವೆ. ಫ್ಯೂಚರ್‌ಪಾರ್ಕ್, ಟ್ವೆಂಟಿ ಜಪಾನ್ ಫ್ಯಾಕ್ಟರಿ, ಜಪಾನೀಸ್ ಟೌನ್‌ಶಿಪ್‌ಗೆ ಜಾಗ ಕೊಟ್ಟಿದ್ದೇವೆ. ಇಷ್ಟು ವೇಗವಾಗಿ ಬೆಳೆಯುತ್ತಿರುವ ನಗರಕ್ಕೆ (ಕನೆಕ್ಟಿವಿಟಿ) ವ್ಯವಸ್ಥೆ ಬೇಕಲ್ಲವೇ ಎಂದು ಪ್ರಶ್ನಿಸಿದ ಅವರು, ರೈಲು, ಮೆಟ್ರೋ, ರಸ್ತೆ ಸಾರಿಗೆ ಇದ್ದರೆ ಉದ್ಯಮಿಗಳು ಹೂಡಿಕೆ ಮಾಡಲು ಮುಂದೆ ಬರುತ್ತಾರೆ. ತುಮಕೂರು ಮಹಾನಗರ ಪಾಲಿಕೆ ಆಗಿದೆ. ಮುಂಬರುವ ದಿನಗಳಲ್ಲಿ ಬೆಂಗಳೂರು ವಿಮಾನ ನಿಲ್ದಾಣದಿಂದ ತುಮಕೂರಿಗೆ 20 ನಿಮಿಷದಲ್ಲಿ ಹೋಗಬಹುದು. ಈ ಎಲ್ಲಾ ದೃಷ್ಟಿಯಿಂದ ಮೆಟ್ರೋ ಯೋಜನೆ ಅಗತ್ಯ. ಯಾರೂ ಈ ಬಗ್ಗೆ ನೆಗೆಟಿವ್ ಆಗಿ ಯೋಚಿಸಬೇಕಿಲ್ಲ, ಎಲ್ಲರೂ ಪಾಸಿಟಿವ್ ಆಗಿ ಯೋಚಿಸಬೇಕು ಎಂದರು.: [16, 221, 309, 548]
- semiconductor-body-part2: ರಾಜ್ಯದಲ್ಲಿ ಹಲವು ತಂತ್ರಜ್ಞಾನ ಕಂಪನಿಗಳು ಎಐ, ಎಂಎಲ್ (ಮುನ್ನೋಟ ಲರ್ನಿಂಗ್), ಕ್ವಾಂಟಮ್ ತಂತ್ರಜ್ಞಾನ ವಲಯಗಳಲ್ಲಿ ಹೂಡಿಕೆ ಮಾಡುತ್ತಿವೆ. ಸುಮಾರು 600 ಕೋಟಿ ರೂ. ಹೂಡಿಕೆಯಿಂದ ಒಟ್ಟಾರೆ 5,000 ಉದ್ಯೋಗ ಸೃಷ್ಟಿ ಆಗಲಿದೆ. ರಾಜ್ಯ ಸರ್ಕಾರ ಐಟಿ ನೀತಿ 5.0 ಹಾಗೂ ಇತರೆ ನೀತಿಗಳ ಮೂಲಕ ಹೂಡಿಕೆದಾರರಿಗೆ ಅಗತ್ಯ ನೆರವು ಒದಗಿಸಲಿದೆ ಎಂದು ತಿಳಿಸಿದರು. ಇದೇ ವೇಳೆ ಸಿಂಗಪುರದಂತಹ ದೇಶಗಳು ಕರ್ನಾಟಕದ ಜತೆ ಒಪ್ಪಂದ ಮಾಡಿಕೊಳ್ಳಲು ಆಸಕ್ತಿ ತೋರಿಸಿವೆ. ಕ್ಷೇತ್ರದ ಕೌಶಲಗಳ ಅಭಿವೃದ್ಧಿಗೆ ಹೊಸ ತರಬೇತಿ ಕೇಂದ್ರಗಳನ್ನು ತೆರೆಯಲಾಗುವುದು ಎಂದು ಹೇಳಿದರು.: [1146, 202, 1521, 432]
- bjp-article-intro: ಬೆಂಗಳೂರು: ಕಾಂಗ್ರೆಸ್ ಪಾಳಯದಲ್ಲಿ ಅಧಿಕಾರ ಹಸ್ತಾಂತರ ವಿಚಾರವಾಗಿ ನಡೆಯುತ್ತಿರುವ ಬೆಳವಣಿಗೆಗಳು ಬಿಜೆಪಿ ನಾಯಕರ ಟೀಕೆಗೆ ಗುರಿಯಾಗಿವೆ. ನಗರದಲ್ಲಿ ಮಾತಾಡಿದ ಬಿಜೆಪಿ ಸದಸ್ಯ ಸಿ.ಟಿ ರವಿ, ಪುನಾರಚನೆ ಆಗುವುದು, ಮೆರಿಟ್ ಆಧಾರದ ಮೇಲೆ ಇನ್ನೂ ತೀರ್ಮಾನ ಆಗಿಲ್ಲವಂತೆ. ಹಾಗಾಗಿ ಹೈಕಮಾಂಡ್‌ಗೆ ಸಮಸ್ಯೆ ಆಗಿರಬಹುದು ಎಂದರು.: [329, 903, 468, 1100]
- masthead-divider: [108, 13, 111, 87]
- section-label: ಪ್ರದೇಶ– ಸಮಾಚಾರ: [1172, 29, 1521, 94]
- tech-article-lead: ಬೆಂಗಳೂರು: ತಂತ್ರಜ್ಞಾನ ಹಾಗೂ ಪ್ರತಿಭೆ ಬೆಂಗಳೂರಿನ ಎರಡು ಆಧಾರಸ್ತಂಭಗಳು ಎಂದು ಡಿ.ಕೆ. ಶಿವಕುಮಾರ್ ಅವರು ಹೇಳಿದ್ದಾರೆ. ಬೆಂಗಳೂರು ಇಂಟರ್ ನ್ಯಾಷನಲ್ ಎಕ್ಸಿಬಿಷನ್ ಸೆಂಟರ್‌ನಲ್ಲಿ ಬೆಂಗಳೂರು ಟೆಕ್ ಸಮ್ಮಿಟ್ 2025 'ಫ್ಯೂಚರ್ ಈಸ್ ನೌ' ಉದ್ಘಾಟನಾ ಸಮಾರಂಭದಲ್ಲಿ ಭಾಗವಹಿಸಿ ಡಿಸಿಎಂ ಡಿ.ಕೆ. ಶಿವಕುಮಾರ್ ಮಾತನಾಡಿದರು.: [329, 200, 702, 278]
- semiconductor-body-part1: ಬೆಂಗಳೂರು: ಅಭಿವೃದ್ಧಿ ಹೊಂದುತ್ತಿರುವ ಸೆಮಿಕಂಡಕ್ಟರ್ ವಲಯಕ್ಕೆ ಉತ್ತೇಜನ ನೀಡಲು ರಾಜ್ಯ ಸರ್ಕಾರವು 200 ಎಕರೆ ಪ್ರದೇಶದಲ್ಲಿ ಸೆಮಿಕಂಡಕ್ಟರ್ ಪಾರ್ಕ್ ಅಭಿವೃದ್ಧಿಪಡಿಸಲಿದೆ. ಇಲ್ಲಿ ಅತ್ಯಾಧುನಿಕ ಚಿಪ್ ವಿನ್ಯಾಸ, ಪರೀಕ್ಷೆ ಮತ್ತು ಸಂಶೋಧನಾ ಸೌಲಭ್ಯಗಳು ಇರಲಿವೆ ಎಂದು ಬೃಹತ್ ಮತ್ತು ಮಧ್ಯಮ ಕೈಗಾರಿಕಾ ಸಚಿವ ಎಂ.ಬಿ ಪಾಟೀಲ ಹೇಳಿದರು. ಬೆಂಗಳೂರು ಟೆಕ್ ಸಮ್ಮಿಟ್‌ನ ಅಂಗವಾಗಿ ನಡೆದ ಸೆಮಿಕಾನ್ ಸಮಾವೇಶ ಉದ್ಘಾಟಿಸಿ ಮಾತನಾಡಿದ ಅವರು, ರಾಜ್ಯದ ಸೆಮಿಕಂಡಕ್ಟರ್ ನೀತಿಯು ಹೂಡಿಕೆದಾರರಿಗೆ ಆಕರ್ಷಕ ಅವಕಾಶಗಳನ್ನು ನೀಡಲಿದೆ ಎಂದರು. ನಮ್ಮಲ್ಲಿಗೆ ಬರಬೇಕೆಂದರೆ, ಸಂಶೋಧನೆ ಮತ್ತು ಅಭಿವೃದ್ಧಿ ಕಾರ್ಯಪರಿಸರ ಚೆನ್ನಾಗಿರಬೇಕು. ನಮ್ಮಲ್ಲಿ 800ಕ್ಕೂ ಹೆಚ್ಚು ಆರ್ & ಡಿ ಕೇಂದ್ರಗಳು, 100ಕ್ಕೂ ಅಧಿಕ ಚಿಪ್ ವಿನ್ಯಾಸ ಕಂಪನಿಗಳು ಮತ್ತು 18,300 ನವೋದ್ಯಮಗಳು ಇವೆ. ಹೀಗಾಗಿ ಜಾಗತಿಕ ಕಂಪನಿಗಳಿಗೆ ಕರ್ನಾಟಕ ನೆಚ್ಚಿನ ತಾಣವಾಗಿದೆ ಎಂದು ವಿವರಿಸಿದರು.: [952, 202, 1327, 432]
- middle-horizontal-rule: [329, 817, 1521, 818]
- col1-rule: [6, 1750, 291, 1751]
- gruhalakshmi-col-c: ಮಹಿಳೆಯರ ಸಬಲೀಕರಣಕ್ಕೆ ಮತ್ತಷ್ಟು ಯೋಜನೆ ಜಾರಿಗೊಳಿಸಲಾಗುವುದು. ಫಲಾನುಭವಿಗಳಿಗೆ ತೊಂದರೆ ಆಗದಂತೆ ನೋಡಿಕೊಳ್ಳುತ್ತೇವೆ ಎಂದು ಹೇಳಿದರು.: [1378, 884, 1521, 993]
- tech-article: [329, 108, 942, 816]
- masthead-day: ಬುಧವಾರ: [287, 59, 341, 78]
- bank-manager-body: ಹಲವರಿಗೆ ಇದೇ ರೀತಿ ವಂಚಿಸಿರುವ ಶಂಕೆ: ಈ ಪ್ರಕರಣ ಕುರಿತು ದೂರು ದಾಖಲಿಸಿಕೊಂಡ ಇಂಡಿ ಪಟ್ಟಣ ಠಾಣೆಯ ಪೊಲೀಸರು ತನಿಖೆ ಕೈಗೊಂಡಿದ್ದಾರೆ. ಪ್ರಕರಣ ದಾಖಲಾಗುತ್ತಿದ್ದಂತೆ ಶರೀಫ್, ಮಹೇಶ ಹಾಗೂ ಮಹಿಳೆ ಪರಾರಿಯಾಗಿದ್ದಾರೆ.: [922, 2050, 1207, 2119]
- gruhalakshmi-col-a: ತುಮಕೂರು: ಸೆಪ್ಟೆಂಬರ್ ಹಾಗೂ ಅಕ್ಟೋಬರ್ ತಿಂಗಳ ಗೃಹಲಕ್ಷ್ಮಿ ಹಣವನ್ನು ಆದಷ್ಟು ಬೇಗ ಬಿಡುಗಡೆ ಮಾಡುತ್ತೇವೆ ಎಂದು ಮಹಿಳಾ ಮತ್ತು ಮಕ್ಕಳ ಅಭಿವೃದ್ಧಿ ಸಚಿವೆ ಲಕ್ಷ್ಮೀ ಹೆಬ್ಬಾಳ್ಕರ್ ಹೇಳಿದರು. ತುಮಕೂರಿನಲ್ಲಿ ಮಾಧ್ಯಮದವರೊಂದಿಗೆ ಮಾತನಾಡಿದ ಅವರು, ಗೃಹಲಕ್ಷ್ಮಿ ಹಣ ಬಿಡುಗಡೆಗೆ ಎಲ್ಲ ಸಿದ್ಧತೆ ಮಾಡಿಕೊಳ್ಳಲಾಗಿದೆ. ಆದಷ್ಟು ಬೇಗ ಫಲಾನುಭವಿಗಳ ಖಾತೆಗೆ ಹಣ ಜಮೆ ಮಾಡುತ್ತೇವೆ ಎಂದು ಭರವಸೆ ನೀಡಿದರು.: [766, 884, 990, 1049]
- masthead: [6, 0, 515, 98]
- masthead-date: 19.11.2025: [272, 78, 357, 98]
- lakhs-fraud-headline: ಲಕ್ಷ ಲಕ್ಷ ಹಣ ಪಂಗನಾಮ: [965, 1737, 1163, 1764]
- col5-note-text: ಹೇಳಿದ್ದಾರೆ. ಈ ಹಿನ್ನೆಲೆ ಯಾರಾದರೂ ನೊಂದವರು, ಬೆದರಿಕೆಗೆ ಒಳಗಾದವರು ಇದ್ದರೆ ದೂರು ನೀಡಿ ಎಂದು ಪೊಲೀಸರು ಹೇಳಿದ್ದಾರೆ.: [1227, 1760, 1512, 1793]
- bomber-umar-body: ಸಂಬಂಧಿಸಿದಂತೆ ಡಾ. ಮುಜಮ್ಮಿಲ್ ಶಕೀಲ್ ಅವರನ್ನು ಬಂಧಿಸಲಾಗಿದೆ ಎಂಬುದು ಉಮರ್ ಸಹೋದರನಿಗೂ ತಿಳಿದಿತ್ತು. ನಬಿಯ ಸಹೋದರ ಗಾಬರಿಗೊಂಡು ಫೋನ್ ಅನ್ನು ಪುಲ್ವಾಮಾದಲ್ಲಿರುವ ಅವರ ಮನೆಯ ಬಳಿಯ ಕೊಳದಲ್ಲಿ ಎಸೆದಿದ್ದ. ತನಿಖಾಧಿಕಾರಿಗಳು ನಬಿ ಬಳಿ ಇದ್ದ ಎರಡು ಫೋನ್‌ಗಳನ್ನು ಪತ್ತೆಹಚ್ಚಲು ಪ್ರಯತ್ನಿಸಿದಾಗ, ಎರಡೂ ಫೋನ್‌ಗಳು ಸ್ವಿಚ್ ಆಫ್ ಆಗಿದ್ದವು.: [312, 1851, 596, 1957]
- bank-manager-headline: ಬ್ಯಾಂಕ್ ಮ್ಯಾನೇಜರ್: [985, 2010, 1143, 2037]
